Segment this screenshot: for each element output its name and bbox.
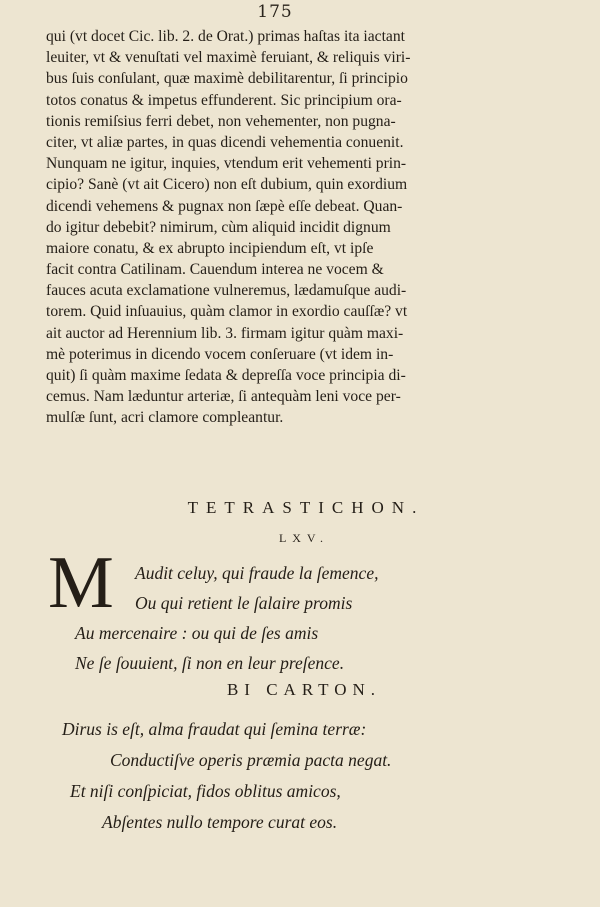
prose-line: fauces acuta exclamatione vulneremus, lædamuſque audi- (46, 282, 407, 300)
prose-line: citer, vt aliæ partes, in quas dicendi vehementia conuenit. (46, 133, 404, 151)
drop-cap: M (48, 542, 114, 624)
prose-line: torem. Quid inſuauius, quàm clamor in exordio cauſſæ? vt (46, 303, 408, 321)
prose-line: ait auctor ad Herennium lib. 3. firmam igitur quàm maxi- (46, 324, 404, 342)
prose-line: mè poterimus in dicendo vocem conſeruare (vt idem in- (46, 345, 394, 363)
verse-line: Au mercenaire : ou qui de ſes amis (75, 623, 319, 643)
tetrastichon-heading: TETRASTICHON. (187, 498, 425, 517)
french-verse (75, 558, 378, 678)
prose-line: do igitur debebit? nimirum, cùm aliquid incidit dignum (46, 218, 391, 236)
verse-line: Audit celuy, qui fraude la ſemence, (135, 563, 379, 583)
prose-line: Nunquam ne igitur, inquies, vtendum erit vehementi prin- (46, 155, 407, 173)
prose-line: mulſæ ſunt, acri clamore compleantur. (46, 409, 284, 427)
prose-line: leuiter, vt & venuſtati vel maximè feruiant, & reliquis viri- (46, 49, 411, 67)
verse-line: Conductiſve operis præmia pacta negat. (110, 750, 392, 770)
latin-verse (62, 714, 391, 838)
prose-line: totos conatus & impetus effunderent. Sic principium ora- (46, 91, 402, 109)
verse-line: Et niſi conſpiciat, fidos oblitus amicos, (70, 781, 341, 801)
prose-line: cipio? Sanè (vt ait Cicero) non eſt dubium, quin exordium (46, 176, 408, 194)
prose-line: tionis remiſsius ferri debet, non vehementer, non pugna- (46, 112, 396, 130)
prose-line: cemus. Nam læduntur arteriæ, ſi antequàm leni voce per- (46, 388, 401, 406)
bicarton-heading: BI CARTON. (226, 680, 382, 699)
prose-line: maiore conatu, & ex abrupto incipiendum eſt, vt ipſe (46, 239, 374, 257)
emblem-number: LXV. (278, 531, 330, 545)
verse-line: Abſentes nullo tempore curat eos. (102, 812, 338, 832)
prose-line: quit) ſi quàm maxime ſedata & depreſſa voce principia di- (46, 367, 406, 384)
prose-line: bus ſuis conſulant, quæ maximè debilitarentur, ſi principio (46, 70, 408, 88)
prose-line: facit contra Catilinam. Cauendum interea ne vocem & (46, 261, 384, 279)
verse-line: Dirus is eſt, alma fraudat qui ſemina terræ: (62, 719, 367, 739)
prose-line: dicendi vehemens & pugnax non ſæpè eſſe debeat. Quan- (46, 197, 403, 215)
verse-line: Ou qui retient le ſalaire promis (135, 593, 353, 613)
verse-line: Ne ſe ſouuient, ſi non en leur preſence. (75, 653, 345, 673)
prose-block (46, 26, 526, 429)
page-number: 175 (257, 2, 293, 22)
prose-line: qui (vt docet Cic. lib. 2. de Orat.) primas haſtas ita iactant (46, 28, 405, 45)
